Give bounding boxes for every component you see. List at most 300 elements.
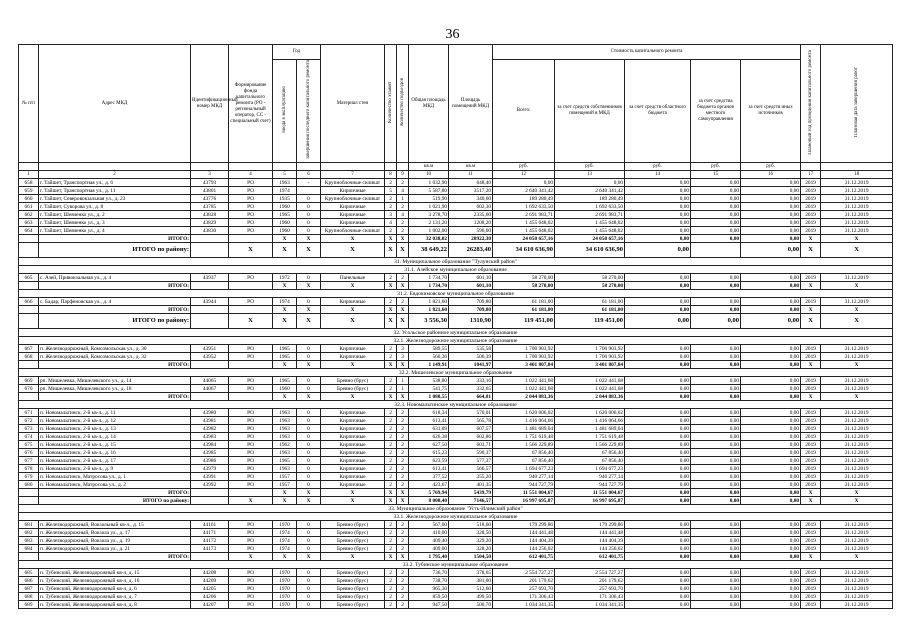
col-header-regional-budget: за счет средств областного бюджета: [625, 60, 691, 163]
cell-plan-year: 2019: [801, 465, 821, 473]
cell-house-id: 44065: [191, 377, 229, 385]
cell-wall-material: Кирпичные: [321, 409, 385, 417]
cell-plan-year: 2019: [801, 585, 821, 593]
cell-cost-owners: 189 280,49: [555, 195, 625, 203]
col-header-last-repair: завершения последнего капитального ремонта: [305, 60, 311, 160]
cell-address: ИТОГО:: [39, 235, 191, 243]
cell-address: п. Тубинский, Железнодорожный кв-л, д. 15: [39, 569, 191, 577]
cell-entrances: 2: [397, 227, 409, 235]
section-title: 33. Муниципальное образование "Усть-Илимский район": [19, 505, 893, 513]
cell-cost-total: 2 691 983,71: [493, 211, 555, 219]
cell-fund-type: X: [229, 553, 273, 561]
cell-address: п. Железнодорожный, Вокзала ул., д. 19: [39, 537, 191, 545]
cell-wall-material: Бревно (брус): [321, 601, 385, 609]
cell-fund-type: РО: [229, 593, 273, 601]
cell-entrances: 2: [397, 298, 409, 306]
cell-cost-local: 0,00: [691, 457, 741, 465]
cell-premises-area: 500,70: [449, 601, 493, 609]
cell-cost-other: 0,00: [741, 385, 801, 393]
cell-fund-type: [229, 306, 273, 314]
cell-entrances: 3: [397, 353, 409, 361]
table-row: [19, 529, 893, 537]
cell-plan-date: 31.12.2019: [821, 377, 893, 385]
cell-fund-type: РО: [229, 195, 273, 203]
cell-entrances: 2: [397, 441, 409, 449]
cell-cost-owners: 144 256,02: [555, 545, 625, 553]
cell-cost-other: 0,00: [741, 345, 801, 353]
cell-last-repair-year: -: [297, 179, 321, 187]
cell-plan-date: 31.12.2019: [821, 417, 893, 425]
cell-fund-type: РО: [229, 385, 273, 393]
cell-total-area: 589,55: [409, 345, 449, 353]
cell-cost-owners: 2 554 727,27: [555, 569, 625, 577]
cell-total-area: 627,50: [409, 441, 449, 449]
cell-plan-date: 31.12.2019: [821, 529, 893, 537]
cell-commission-year: 1963: [273, 409, 297, 417]
page-number: 36: [445, 27, 460, 42]
cell-floors: 2: [385, 529, 397, 537]
cell-total-area: 965,30: [409, 585, 449, 593]
cell-cost-owners: 144 404,39: [555, 537, 625, 545]
cell-last-repair-year: 0: [297, 569, 321, 577]
cell-total-area: 32 038,02: [409, 235, 449, 243]
cell-cost-local: 0,00: [691, 489, 741, 497]
cell-plan-date: 31.12.2019: [821, 227, 893, 235]
cell-floors: 2: [385, 433, 397, 441]
cell-premises-area: 709,80: [449, 306, 493, 314]
cell-cost-total: 61 181,00: [493, 306, 555, 314]
cell-cost-local: 0,00: [691, 417, 741, 425]
cell-cost-other: 0,00: [741, 441, 801, 449]
cell-wall-material: X: [321, 553, 385, 561]
column-number: 17: [801, 171, 821, 179]
cell-fund-type: РО: [229, 481, 273, 489]
cell-address: п. Тубинский, Железнодорожный кв-л, д. 6: [39, 585, 191, 593]
cell-premises-area: 601,10: [449, 274, 493, 282]
cell-cost-owners: 11 551 004,67: [555, 489, 625, 497]
cell-floors: X: [385, 243, 397, 258]
cell-fund-type: РО: [229, 465, 273, 473]
cell-cost-owners: 2 691 983,71: [555, 211, 625, 219]
cell-commission-year: X: [273, 243, 297, 258]
cell-fund-type: РО: [229, 187, 273, 195]
cell-cost-owners: 58 270,00: [555, 282, 625, 290]
cell-row-number: 685: [19, 569, 39, 577]
cell-floors: 2: [385, 417, 397, 425]
cell-total-area: 560,36: [409, 353, 449, 361]
column-number: 12: [493, 171, 555, 179]
cell-floors: 2: [385, 585, 397, 593]
cell-cost-regional: 0,00: [625, 235, 691, 243]
cell-cost-local: 0,00: [691, 441, 741, 449]
cell-cost-owners: 58 270,00: [555, 274, 625, 282]
cell-entrances: 1: [397, 195, 409, 203]
cell-floors: 2: [385, 409, 397, 417]
cell-fund-type: [229, 235, 273, 243]
cell-last-repair-year: 0: [297, 211, 321, 219]
section-row: [19, 290, 893, 298]
cell-cost-regional: 0,00: [625, 211, 691, 219]
cell-row-number: 658: [19, 179, 39, 187]
cell-last-repair-year: 0: [297, 345, 321, 353]
cell-cost-total: 16 997 695,87: [493, 497, 555, 505]
cell-fund-type: РО: [229, 345, 273, 353]
cell-row-number: [19, 489, 39, 497]
cell-premises-area: 607,57: [449, 425, 493, 433]
cell-plan-date: 31.12.2019: [821, 433, 893, 441]
section-row: [19, 337, 893, 345]
cell-row-number: 683: [19, 537, 39, 545]
col-header-number: № п/п: [19, 45, 39, 163]
cell-commission-year: 1974: [273, 187, 297, 195]
cell-wall-material: Бревно (брус): [321, 569, 385, 577]
unit-label: кв.м: [449, 163, 493, 171]
cell-cost-local: 0,00: [691, 601, 741, 609]
cell-fund-type: РО: [229, 417, 273, 425]
cell-cost-other: 0,00: [741, 179, 801, 187]
cell-house-id: 43991: [191, 473, 229, 481]
cell-total-area: 567,00: [409, 521, 449, 529]
cell-last-repair-year: 0: [297, 409, 321, 417]
cell-cost-regional: 0,00: [625, 601, 691, 609]
cell-address: п. Железнодорожный, Вокзала ул., д. 17: [39, 529, 191, 537]
cell-fund-type: РО: [229, 521, 273, 529]
cell-plan-year: 2019: [801, 425, 821, 433]
cell-commission-year: 1957: [273, 473, 297, 481]
cell-row-number: [19, 235, 39, 243]
cell-wall-material: Бревно (брус): [321, 545, 385, 553]
section-row: [19, 513, 893, 521]
cell-last-repair-year: 0: [297, 219, 321, 227]
cell-wall-material: Кирпичные: [321, 449, 385, 457]
column-number: 7: [321, 171, 385, 179]
cell-last-repair-year: 0: [297, 298, 321, 306]
cell-plan-year: 2019: [801, 211, 821, 219]
cell-plan-year: 2019: [801, 353, 821, 361]
cell-plan-year: X: [801, 361, 821, 369]
cell-address: с. Бадар, Парфеновская ул., д. 4: [39, 298, 191, 306]
cell-cost-total: 1 455 648,02: [493, 227, 555, 235]
cell-house-id: 43828: [191, 211, 229, 219]
cell-entrances: 2: [397, 449, 409, 457]
cell-floors: 2: [385, 577, 397, 585]
cell-last-repair-year: 0: [297, 529, 321, 537]
cell-entrances: 2: [397, 569, 409, 577]
cell-row-number: 686: [19, 577, 39, 585]
cell-house-id: 43793: [191, 179, 229, 187]
cell-cost-total: 119 451,00: [493, 314, 555, 329]
cell-house-id: 43980: [191, 409, 229, 417]
cell-wall-material: X: [321, 243, 385, 258]
cell-plan-date: X: [821, 306, 893, 314]
cell-cost-owners: 16 997 695,87: [555, 497, 625, 505]
col-header-total: Всего:: [493, 60, 555, 163]
cell-cost-other: 0,00: [741, 425, 801, 433]
cell-premises-area: 603,71: [449, 441, 493, 449]
cell-last-repair-year: 0: [297, 353, 321, 361]
cell-cost-local: 0,00: [691, 306, 741, 314]
cell-cost-regional: 0,00: [625, 298, 691, 306]
cell-entrances: 2: [397, 203, 409, 211]
cell-cost-other: 0,00: [741, 417, 801, 425]
cell-cost-owners: 144 441,48: [555, 529, 625, 537]
section-row: [19, 266, 893, 274]
cell-premises-area: 5439,79: [449, 489, 493, 497]
cell-row-number: [19, 314, 39, 329]
cell-plan-date: 31.12.2019: [821, 449, 893, 457]
cell-fund-type: РО: [229, 179, 273, 187]
cell-cost-regional: 0,00: [625, 314, 691, 329]
cell-cost-regional: 0,00: [625, 385, 691, 393]
cell-cost-local: [691, 243, 741, 258]
col-header-entrances: Количество подъездов: [399, 78, 405, 126]
cell-last-repair-year: 0: [297, 585, 321, 593]
cell-plan-year: 2019: [801, 377, 821, 385]
cell-premises-area: 329,20: [449, 537, 493, 545]
cell-row-number: 676: [19, 449, 39, 457]
cell-cost-local: 0,00: [691, 593, 741, 601]
cell-address: п. Новомальтинск, 2-й кв-л., д. 14: [39, 433, 191, 441]
col-header-wall-material: Материал стен: [321, 45, 385, 163]
cell-last-repair-year: X: [297, 489, 321, 497]
section-title: 33.1. Железнодорожное муниципальное образование: [19, 513, 893, 521]
cell-cost-owners: 61 181,00: [555, 298, 625, 306]
cell-cost-owners: 1 566 229,89: [555, 441, 625, 449]
cell-cost-regional: 0,00: [625, 577, 691, 585]
column-number: 4: [229, 171, 273, 179]
table-row: [19, 298, 893, 306]
cell-floors: 2: [385, 449, 397, 457]
cell-total-area: 1 021,90: [409, 203, 449, 211]
cell-last-repair-year: X: [297, 282, 321, 290]
cell-total-area: 541,75: [409, 385, 449, 393]
section-title: 31. Муниципальное образование "Тулунский район": [19, 258, 893, 266]
cell-address: п. Тубинский, Железнодорожный кв-л, д. 16: [39, 577, 191, 585]
cell-floors: X: [385, 393, 397, 401]
cell-commission-year: 1962: [273, 441, 297, 449]
cell-fund-type: РО: [229, 441, 273, 449]
cell-row-number: 664: [19, 227, 39, 235]
cell-last-repair-year: 0: [297, 481, 321, 489]
section-title: 32.1. Железнодорожное муниципальное образование: [19, 337, 893, 345]
cell-floors: 2: [385, 345, 397, 353]
cell-entrances: X: [397, 314, 409, 329]
cell-cost-local: 0,00: [691, 274, 741, 282]
cell-premises-area: 328,20: [449, 545, 493, 553]
cell-fund-type: РО: [229, 425, 273, 433]
cell-cost-owners: 1 455 648,02: [555, 227, 625, 235]
cell-cost-local: 0,00: [691, 569, 741, 577]
cell-row-number: [19, 282, 39, 290]
cell-floors: 2: [385, 353, 397, 361]
cell-last-repair-year: 0: [297, 465, 321, 473]
section-title: 33.2. Тубинское муниципальное образование: [19, 561, 893, 569]
cell-cost-total: 201 179,62: [493, 577, 555, 585]
cell-cost-owners: 179 299,86: [555, 521, 625, 529]
cell-total-area: 38 649,22: [409, 243, 449, 258]
cell-cost-total: 1 620 006,02: [493, 409, 555, 417]
cell-last-repair-year: 0: [297, 537, 321, 545]
cell-cost-regional: 0,00: [625, 465, 691, 473]
cell-address: г. Тайшет, Суворова ул., д. 8: [39, 203, 191, 211]
cell-address: ИТОГО:: [39, 282, 191, 290]
cell-entrances: 2: [397, 409, 409, 417]
cell-total-area: 1 080,55: [409, 393, 449, 401]
cell-plan-date: 31.12.2019: [821, 385, 893, 393]
cell-fund-type: РО: [229, 211, 273, 219]
cell-cost-other: 0,00: [741, 361, 801, 369]
cell-address: ИТОГО:: [39, 361, 191, 369]
cell-entrances: 2: [397, 593, 409, 601]
cell-cost-owners: 940 277,14: [555, 473, 625, 481]
cell-cost-regional: 0,00: [625, 203, 691, 211]
cell-house-id: 43983: [191, 433, 229, 441]
cell-entrances: 2: [397, 585, 409, 593]
col-header-cost: Стоимость капитального ремонта: [493, 45, 801, 60]
cell-wall-material: X: [321, 361, 385, 369]
cell-plan-date: 31.12.2019: [821, 425, 893, 433]
subtotal-row: [19, 489, 893, 497]
cell-floors: 2: [385, 465, 397, 473]
cell-total-area: 1 734,70: [409, 282, 449, 290]
cell-premises-area: 1504,50: [449, 553, 493, 561]
cell-address: п. Новомальтинск, Матросова ул., д. 2: [39, 481, 191, 489]
cell-cost-owners: 1 416 064,66: [555, 417, 625, 425]
cell-plan-date: X: [821, 553, 893, 561]
cell-floors: 2: [385, 473, 397, 481]
cell-house-id: 43952: [191, 353, 229, 361]
cell-entrances: X: [397, 306, 409, 314]
cell-address: рп. Мишелевка, Мишелевского ул., д. 18: [39, 385, 191, 393]
cell-entrances: X: [397, 282, 409, 290]
cell-wall-material: Кирпичные: [321, 353, 385, 361]
cell-plan-date: 31.12.2019: [821, 569, 893, 577]
cell-cost-other: 0,00: [741, 314, 801, 329]
cell-address: г. Тайшет, Северовокзальная ул., д. 23: [39, 195, 191, 203]
cell-total-area: 1 734,70: [409, 274, 449, 282]
cell-cost-other: 0,00: [741, 497, 801, 505]
cell-entrances: 2: [397, 537, 409, 545]
column-number: 14: [625, 171, 691, 179]
cell-row-number: 662: [19, 211, 39, 219]
cell-cost-total: 2 554 727,27: [493, 569, 555, 577]
cell-commission-year: X: [273, 393, 297, 401]
cell-cost-total: 34 610 636,90: [493, 243, 555, 258]
cell-cost-local: 0,00: [691, 345, 741, 353]
cell-cost-owners: 1 022 441,68: [555, 377, 625, 385]
cell-cost-regional: 0,00: [625, 553, 691, 561]
table-row: [19, 441, 893, 449]
cell-cost-total: 24 050 657,16: [493, 235, 555, 243]
cell-wall-material: X: [321, 306, 385, 314]
cell-cost-local: 0,00: [691, 521, 741, 529]
cell-last-repair-year: 0: [297, 425, 321, 433]
cell-last-repair-year: 0: [297, 441, 321, 449]
cell-address: рп. Мишелевка, Мишелевского ул., д. 14: [39, 377, 191, 385]
cell-cost-total: 1 455 648,02: [493, 219, 555, 227]
cell-address: г. Тайшет, Шевченко ул., д. 3: [39, 219, 191, 227]
cell-cost-regional: 0,00: [625, 195, 691, 203]
cell-commission-year: 1963: [273, 179, 297, 187]
cell-address: п. Новомальтинск, 2-й кв-л., д. 12: [39, 417, 191, 425]
cell-commission-year: 1963: [273, 449, 297, 457]
column-number: 15: [691, 171, 741, 179]
cell-last-repair-year: 0: [297, 593, 321, 601]
cell-floors: 2: [385, 537, 397, 545]
section-row: [19, 401, 893, 409]
cell-commission-year: X: [273, 314, 297, 329]
cell-fund-type: РО: [229, 203, 273, 211]
cell-premises-area: 577,37: [449, 457, 493, 465]
cell-house-id: 44208: [191, 569, 229, 577]
cell-entrances: 2: [397, 179, 409, 187]
cell-address: ИТОГО по району:: [39, 497, 191, 505]
cell-address: п. Железнодорожный, Комсомольская ул., д. 30: [39, 345, 191, 353]
cell-total-area: 423,67: [409, 481, 449, 489]
cell-plan-year: 2019: [801, 298, 821, 306]
cell-entrances: 2: [397, 219, 409, 227]
cell-fund-type: РО: [229, 601, 273, 609]
cell-cost-total: 2 044 883,36: [493, 393, 555, 401]
cell-address: п. Новомальтинск, 2-й кв-л., д. 16: [39, 449, 191, 457]
cell-row-number: [19, 553, 39, 561]
cell-commission-year: 1970: [273, 601, 297, 609]
column-number: 6: [297, 171, 321, 179]
table-row: [19, 545, 893, 553]
cell-last-repair-year: 0: [297, 274, 321, 282]
cell-plan-year: 2019: [801, 457, 821, 465]
cell-premises-area: 2335,60: [449, 211, 493, 219]
cell-total-area: 1 002,00: [409, 227, 449, 235]
cell-cost-owners: 1 481 689,04: [555, 425, 625, 433]
cell-cost-regional: 0,00: [625, 481, 691, 489]
cell-wall-material: Бревно (брус): [321, 521, 385, 529]
cell-cost-other: 0,00: [741, 553, 801, 561]
section-row: [19, 505, 893, 513]
cell-cost-total: 1 481 689,04: [493, 425, 555, 433]
cell-wall-material: Кирпичные: [321, 211, 385, 219]
cell-row-number: 667: [19, 345, 39, 353]
cell-plan-date: 31.12.2019: [821, 481, 893, 489]
cell-total-area: 623,59: [409, 457, 449, 465]
cell-cost-regional: 0,00: [625, 227, 691, 235]
cell-cost-owners: 61 181,00: [555, 306, 625, 314]
section-title: 31.1. Азейское муниципальное образование: [19, 266, 893, 274]
cell-plan-date: 31.12.2019: [821, 274, 893, 282]
cell-plan-date: 31.12.2019: [821, 521, 893, 529]
cell-cost-local: 0,00: [691, 473, 741, 481]
cell-last-repair-year: 0: [297, 449, 321, 457]
cell-wall-material: Кирпичные: [321, 298, 385, 306]
cell-cost-other: 0,00: [741, 274, 801, 282]
cell-fund-type: РО: [229, 529, 273, 537]
cell-fund-type: [229, 361, 273, 369]
cell-wall-material: Бревно (брус): [321, 385, 385, 393]
cell-cost-local: 0,00: [691, 195, 741, 203]
cell-cost-local: 0,00: [691, 187, 741, 195]
cell-house-id: [191, 306, 229, 314]
repair-registry-table: [18, 44, 893, 609]
cell-address: п. Железнодорожный, Комсомольская ул., д. 32: [39, 353, 191, 361]
cell-commission-year: 1965: [273, 211, 297, 219]
cell-row-number: 680: [19, 481, 39, 489]
cell-address: г. Тайшет, Шевченко ул., д. 2: [39, 211, 191, 219]
cell-cost-other: 0,00: [741, 489, 801, 497]
cell-house-id: 44172: [191, 537, 229, 545]
section-row: [19, 258, 893, 266]
cell-cost-local: 0,00: [691, 537, 741, 545]
cell-cost-regional: 0,00: [625, 545, 691, 553]
